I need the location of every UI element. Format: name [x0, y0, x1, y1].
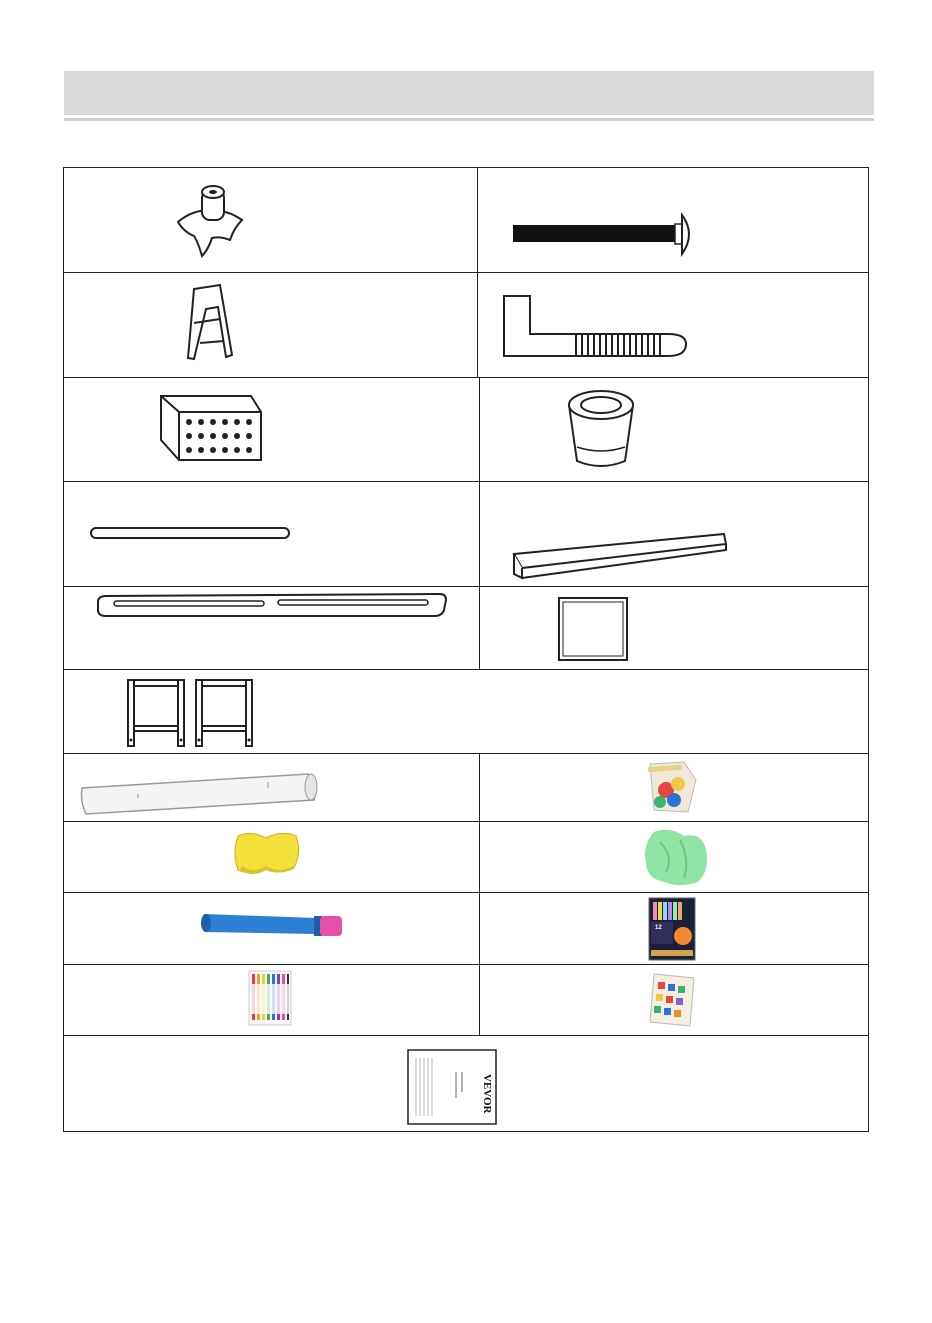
knob-foot-icon [172, 180, 252, 260]
bracket-clip-icon [180, 283, 240, 363]
paint-roller-icon [198, 902, 350, 946]
row-divider [64, 481, 868, 482]
letter-magnets-icon [646, 972, 698, 1028]
row-divider [64, 753, 868, 754]
eraser-sponge-icon [232, 828, 302, 878]
page-header-bar [64, 71, 874, 115]
bolt-icon [510, 210, 695, 260]
column-divider [477, 168, 478, 377]
row-divider [64, 1035, 868, 1036]
column-divider [479, 377, 480, 670]
l-hook-icon [500, 292, 690, 362]
markers-icon [248, 970, 292, 1026]
row-divider [64, 821, 868, 822]
paper-roll-icon [78, 768, 322, 820]
row-divider [64, 586, 868, 587]
row-divider [64, 272, 868, 273]
row-divider [64, 964, 868, 965]
header-rule [64, 118, 874, 121]
manual-brand: VEVOR [481, 1074, 493, 1114]
row-divider [64, 669, 868, 670]
tray-rail-icon [510, 520, 732, 582]
column-divider [479, 753, 480, 1035]
chalk-count-label: 12 [655, 925, 662, 931]
rod-icon [88, 525, 292, 541]
cloth-icon [640, 826, 710, 888]
cup-holder-icon [565, 387, 637, 471]
storage-bin-icon [157, 390, 267, 465]
row-divider [64, 892, 868, 893]
row-divider [64, 377, 868, 378]
leg-frames-icon [124, 678, 260, 750]
slotted-bar-icon [94, 590, 450, 620]
square-board-icon [557, 596, 629, 662]
magnet-bag-icon [644, 760, 700, 816]
